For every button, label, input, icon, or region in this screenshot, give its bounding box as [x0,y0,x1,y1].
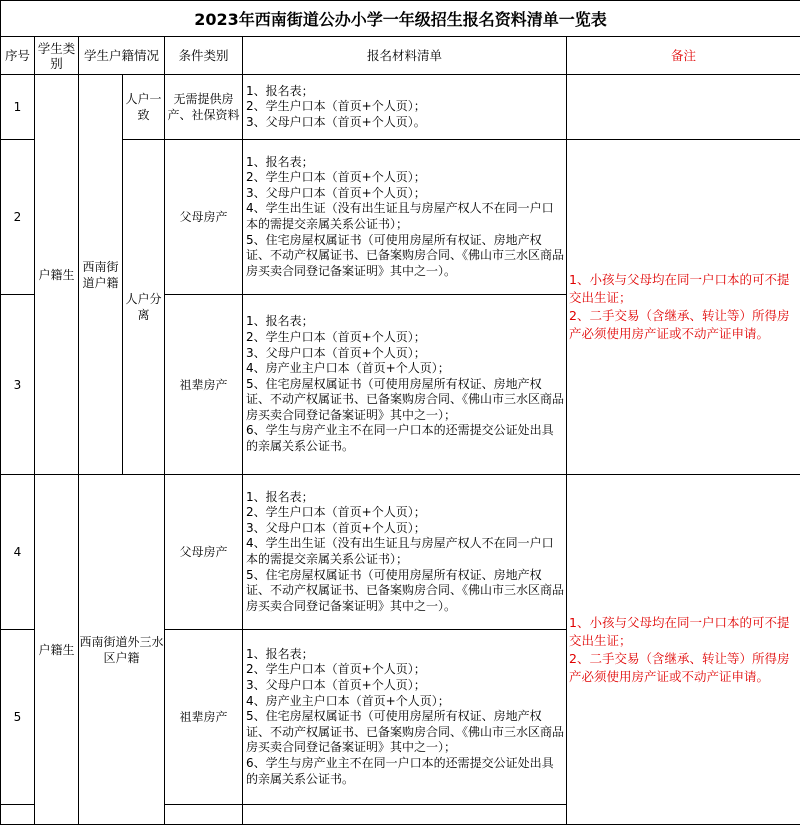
material-item: 2、学生户口本（首页+个人页）； [246,505,564,521]
material-item: 2、学生户口本（首页+个人页）； [246,99,564,115]
remark-item: 1、小孩与父母均在同一户口本的可不提交出生证； [569,614,792,650]
student-type-label-1: 户籍生 [38,268,74,282]
header-hukou: 学生户籍情况 [79,37,165,75]
remarks-cell-2 [567,475,800,825]
hukou-label-2: 西南街道外三水区户籍 [79,635,163,665]
material-item: 2、学生户口本（首页+个人页）； [246,662,564,678]
material-item: 6、学生与房产业主不在同一户口本的还需提交公证处出具的亲属关系公证书。 [246,423,564,454]
material-item: 3、父母户口本（首页+个人页）； [246,678,564,694]
condition-cut [165,805,243,825]
material-item: 5、住宅房屋权属证书（可使用房屋所有权证、房地产权证、不动产权属证书、已备案购房合同、《佛山市三水区商品房买卖合同登记备案证明》其中之一）。 [246,233,564,280]
material-item: 6、学生与房产业主不在同一户口本的还需提交公证处出具的亲属关系公证书。 [246,756,564,787]
row-condition-4: 父母房产 [165,475,243,630]
sub-label-1: 人户一致 [125,92,161,122]
material-item: 4、学生出生证（没有出生证且与房屋产权人不在同一户口本的需提交亲属关系公证书）； [246,536,564,567]
material-item: 3、父母户口本（首页+个人页）； [246,186,564,202]
row-seq-4: 4 [1,475,35,630]
row-condition-5: 祖辈房产 [165,630,243,805]
remark-item: 2、二手交易（含继承、转让等）所得房产必须使用房产证或不动产证申请。 [569,307,792,343]
row-seq-2: 2 [1,140,35,295]
material-item: 2、学生户口本（首页+个人页）； [246,330,564,346]
table-title: 2023年西南街道公办小学一年级招生报名资料清单一览表 [1,1,800,37]
material-item: 5、住宅房屋权属证书（可使用房屋所有权证、房地产权证、不动产权属证书、已备案购房合同、《佛山市三水区商品房买卖合同登记备案证明》其中之一）； [246,377,564,424]
row-seq-5: 5 [1,630,35,805]
sub-label-2: 人户分离 [125,292,161,322]
header-student-type: 学生类别 [35,37,79,75]
materials-cell-5 [243,630,567,805]
row-condition-1: 无需提供房产、社保资料 [165,75,243,140]
hukou-cell-1 [79,75,123,475]
row-condition-2: 父母房产 [165,140,243,295]
hukou-label-1: 西南街道户籍 [82,260,118,290]
remark-item: 1、小孩与父母均在同一户口本的可不提交出生证； [569,271,792,307]
sub-cell-1 [123,75,165,140]
header-materials: 报名材料清单 [243,37,567,75]
material-item: 5、住宅房屋权属证书（可使用房屋所有权证、房地产权证、不动产权属证书、已备案购房合同、《佛山市三水区商品房买卖合同登记备案证明》其中之一）； [246,709,564,756]
header-seq: 序号 [1,37,35,75]
material-item: 4、房产业主户口本（首页+个人页）； [246,694,564,710]
row-seq-3: 3 [1,295,35,475]
material-item: 4、学生出生证（没有出生证且与房屋产权人不在同一户口本的需提交亲属关系公证书）； [246,201,564,232]
sub-cell-2 [123,140,165,475]
student-type-cell-1 [35,75,79,475]
material-item: 1、报名表； [246,155,564,171]
row-condition-3: 祖辈房产 [165,295,243,475]
student-type-label-2: 户籍生 [38,643,74,657]
material-item: 1、报名表； [246,84,564,100]
material-item: 1、报名表； [246,647,564,663]
material-item: 1、报名表； [246,314,564,330]
remarks-cell-empty [567,75,800,140]
remarks-cell-1 [567,140,800,475]
remark-item: 2、二手交易（含继承、转让等）所得房产必须使用房产证或不动产证申请。 [569,650,792,686]
student-type-cell-2 [35,475,79,825]
material-item: 3、父母户口本（首页+个人页）。 [246,115,564,131]
material-item: 4、房产业主户口本（首页+个人页）； [246,361,564,377]
materials-cut [243,805,567,825]
materials-cell-4 [243,475,567,630]
material-item: 3、父母户口本（首页+个人页）； [246,346,564,362]
materials-cell-1 [243,75,567,140]
materials-cell-2 [243,140,567,295]
materials-cell-3 [243,295,567,475]
material-item: 3、父母户口本（首页+个人页）； [246,521,564,537]
material-item: 1、报名表； [246,490,564,506]
row-seq-1: 1 [1,75,35,140]
hukou-cell-2 [79,475,165,825]
header-condition: 条件类别 [165,37,243,75]
material-item: 5、住宅房屋权属证书（可使用房屋所有权证、房地产权证、不动产权属证书、已备案购房合同、《佛山市三水区商品房买卖合同登记备案证明》其中之一）。 [246,568,564,615]
row-seq-cut [1,805,35,825]
material-item: 2、学生户口本（首页+个人页）； [246,170,564,186]
header-remarks: 备注 [567,37,800,75]
